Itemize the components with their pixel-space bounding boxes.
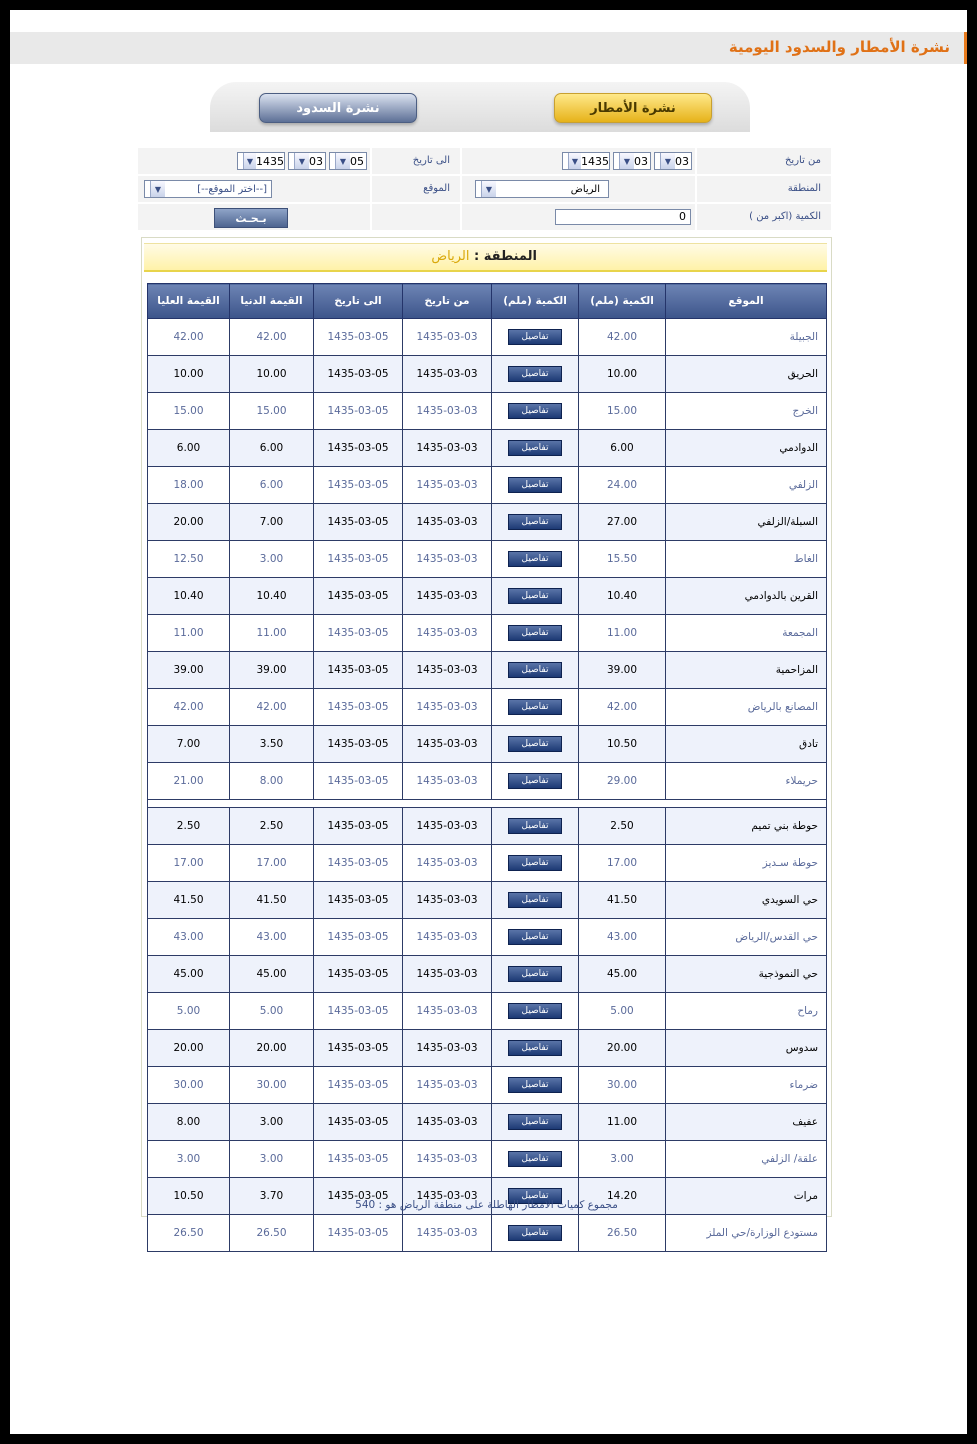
amount-cell: 42.00 xyxy=(579,689,666,726)
amount-cell: 45.00 xyxy=(579,956,666,993)
min-cell: 42.00 xyxy=(230,689,314,726)
max-cell: 18.00 xyxy=(148,467,230,504)
min-cell: 30.00 xyxy=(230,1067,314,1104)
form-row-region xyxy=(138,176,833,202)
amount-cell: 2.50 xyxy=(579,808,666,845)
to-date-cell: 1435-03-05 xyxy=(314,845,403,882)
max-cell: 26.50 xyxy=(148,1215,230,1252)
site-cell: حريملاء xyxy=(666,763,827,800)
page-frame xyxy=(10,10,967,1434)
details-button[interactable]: تفاصيل xyxy=(508,892,562,908)
max-cell: 20.00 xyxy=(148,1030,230,1067)
amount-cell: 15.00 xyxy=(579,393,666,430)
site-cell: المزاحمية xyxy=(666,652,827,689)
from-date-cell: 1435-03-03 xyxy=(403,615,492,652)
table-row xyxy=(148,467,827,504)
max-cell: 10.50 xyxy=(148,1178,230,1215)
to-date-cell: 1435-03-05 xyxy=(314,652,403,689)
details-button[interactable]: تفاصيل xyxy=(508,736,562,752)
site-cell: الحريق xyxy=(666,356,827,393)
amount-cell: 27.00 xyxy=(579,504,666,541)
min-cell: 6.00 xyxy=(230,467,314,504)
details-cell xyxy=(492,541,579,578)
col-details: الكمية (ملم) xyxy=(492,284,579,319)
from-date-cell: 1435-03-03 xyxy=(403,1067,492,1104)
details-cell xyxy=(492,1030,579,1067)
to-date-cell: 1435-03-05 xyxy=(314,1178,403,1215)
to-month-select[interactable]: ▼ 03 xyxy=(288,152,326,170)
details-button[interactable]: تفاصيل xyxy=(508,514,562,530)
to-date-cell: 1435-03-05 xyxy=(314,504,403,541)
total-rainfall-text: مجموع كميات الامطار الهاطلة على منطقة الرياض هو : 540 xyxy=(355,1199,618,1211)
details-cell xyxy=(492,882,579,919)
to-date-cell: 1435-03-05 xyxy=(314,1104,403,1141)
to-date-cell: 1435-03-05 xyxy=(314,356,403,393)
details-button[interactable]: تفاصيل xyxy=(508,625,562,641)
min-cell: 6.00 xyxy=(230,430,314,467)
chevron-down-icon: ▼ xyxy=(294,153,309,169)
amount-cell: 11.00 xyxy=(579,615,666,652)
table-row xyxy=(148,1215,827,1252)
max-cell: 2.50 xyxy=(148,808,230,845)
max-cell: 17.00 xyxy=(148,845,230,882)
page-title: نشرة الأمطار والسدود اليومية xyxy=(728,38,950,56)
max-cell: 8.00 xyxy=(148,1104,230,1141)
details-button[interactable]: تفاصيل xyxy=(508,329,562,345)
to-date-cell: 1435-03-05 xyxy=(314,1067,403,1104)
site-cell: علقة/ الزلفي xyxy=(666,1141,827,1178)
amount-cell: 30.00 xyxy=(579,1067,666,1104)
details-button[interactable]: تفاصيل xyxy=(508,440,562,456)
amount-cell: 11.00 xyxy=(579,1104,666,1141)
table-row xyxy=(148,615,827,652)
site-cell: القرين بالدوادمي xyxy=(666,578,827,615)
site-cell: مستودع الوزارة/حي الملز xyxy=(666,1215,827,1252)
details-button[interactable]: تفاصيل xyxy=(508,551,562,567)
site-cell: مرات xyxy=(666,1178,827,1215)
details-cell xyxy=(492,1067,579,1104)
region-select[interactable]: ▼ الرياض xyxy=(475,180,609,198)
from-date-cell: 1435-03-03 xyxy=(403,956,492,993)
site-cell: السبلة/الزلفي xyxy=(666,504,827,541)
site-cell: الجبيلة xyxy=(666,319,827,356)
to-date-cell: 1435-03-05 xyxy=(314,541,403,578)
to-date-cell: 1435-03-05 xyxy=(314,319,403,356)
amount-cell: 3.00 xyxy=(579,1141,666,1178)
details-cell xyxy=(492,845,579,882)
site-label: الموقع xyxy=(423,183,450,194)
to-date-cell: 1435-03-05 xyxy=(314,467,403,504)
from-day-select[interactable]: ▼ 03 xyxy=(654,152,692,170)
max-cell: 45.00 xyxy=(148,956,230,993)
max-cell: 42.00 xyxy=(148,689,230,726)
to-date-cell: 1435-03-05 xyxy=(314,763,403,800)
details-button[interactable]: تفاصيل xyxy=(508,855,562,871)
to-date-label: الى تاريخ xyxy=(412,155,450,166)
min-cell: 3.50 xyxy=(230,726,314,763)
site-cell: عفيف xyxy=(666,1104,827,1141)
min-cell: 43.00 xyxy=(230,919,314,956)
min-cell: 3.00 xyxy=(230,1141,314,1178)
site-cell: الدوادمي xyxy=(666,430,827,467)
min-cell: 3.00 xyxy=(230,541,314,578)
amount-cell: 29.00 xyxy=(579,763,666,800)
min-cell: 10.00 xyxy=(230,356,314,393)
min-cell: 2.50 xyxy=(230,808,314,845)
site-cell: الغاط xyxy=(666,541,827,578)
table-row xyxy=(148,845,827,882)
chevron-down-icon: ▼ xyxy=(568,153,581,169)
details-cell xyxy=(492,467,579,504)
amount-cell: 10.50 xyxy=(579,726,666,763)
min-cell: 3.00 xyxy=(230,1104,314,1141)
amount-cell: 15.50 xyxy=(579,541,666,578)
amount-input[interactable]: 0 xyxy=(555,209,691,225)
chevron-down-icon: ▼ xyxy=(619,153,634,169)
results-panel xyxy=(141,237,832,1239)
table-row xyxy=(148,1030,827,1067)
from-date-cell: 1435-03-03 xyxy=(403,689,492,726)
to-date-cell: 1435-03-05 xyxy=(314,393,403,430)
from-date-cell: 1435-03-03 xyxy=(403,763,492,800)
max-cell: 10.40 xyxy=(148,578,230,615)
site-cell: حي النموذجية xyxy=(666,956,827,993)
details-cell xyxy=(492,1215,579,1252)
from-date-cell: 1435-03-03 xyxy=(403,578,492,615)
amount-cell: 10.40 xyxy=(579,578,666,615)
to-year-select[interactable]: ▼ 1435 xyxy=(237,152,285,170)
site-cell: حي السويدي xyxy=(666,882,827,919)
to-date-cell: 1435-03-05 xyxy=(314,919,403,956)
to-date-cell: 1435-03-05 xyxy=(314,882,403,919)
form-row-dates xyxy=(138,148,833,174)
region-name: الرياض xyxy=(431,249,470,264)
site-cell: سدوس xyxy=(666,1030,827,1067)
amount-cell: 24.00 xyxy=(579,467,666,504)
details-button[interactable]: تفاصيل xyxy=(508,477,562,493)
search-form xyxy=(138,148,833,232)
min-cell: 8.00 xyxy=(230,763,314,800)
details-button[interactable]: تفاصيل xyxy=(508,1040,562,1056)
to-date-cell: 1435-03-05 xyxy=(314,993,403,1030)
col-min: القيمة الدنيا xyxy=(230,284,314,319)
region-bar xyxy=(144,243,827,272)
max-cell: 42.00 xyxy=(148,319,230,356)
table-row xyxy=(148,763,827,800)
chevron-down-icon: ▼ xyxy=(481,181,496,197)
chevron-down-icon: ▼ xyxy=(150,181,165,197)
amount-cell: 5.00 xyxy=(579,993,666,1030)
chevron-down-icon: ▼ xyxy=(660,153,675,169)
details-cell xyxy=(492,319,579,356)
from-date-cell: 1435-03-03 xyxy=(403,393,492,430)
min-cell: 45.00 xyxy=(230,956,314,993)
details-button[interactable]: تفاصيل xyxy=(508,1151,562,1167)
min-cell: 5.00 xyxy=(230,993,314,1030)
max-cell: 11.00 xyxy=(148,615,230,652)
search-button[interactable]: بـحـث xyxy=(214,208,288,228)
details-button[interactable]: تفاصيل xyxy=(508,929,562,945)
max-cell: 5.00 xyxy=(148,993,230,1030)
details-button[interactable]: تفاصيل xyxy=(508,818,562,834)
details-cell xyxy=(492,1104,579,1141)
from-date-cell: 1435-03-03 xyxy=(403,356,492,393)
max-cell: 6.00 xyxy=(148,430,230,467)
details-cell xyxy=(492,919,579,956)
from-date-cell: 1435-03-03 xyxy=(403,652,492,689)
site-cell: حوطة سـديز xyxy=(666,845,827,882)
max-cell: 10.00 xyxy=(148,356,230,393)
details-button[interactable]: تفاصيل xyxy=(508,1114,562,1130)
from-date-cell: 1435-03-03 xyxy=(403,541,492,578)
details-cell xyxy=(492,393,579,430)
details-button[interactable]: تفاصيل xyxy=(508,1188,562,1204)
min-cell: 26.50 xyxy=(230,1215,314,1252)
table-row xyxy=(148,956,827,993)
amount-cell: 17.00 xyxy=(579,845,666,882)
from-date-label: من تاريخ xyxy=(784,155,821,166)
table-row xyxy=(148,808,827,845)
details-cell xyxy=(492,956,579,993)
max-cell: 30.00 xyxy=(148,1067,230,1104)
details-cell xyxy=(492,356,579,393)
details-cell xyxy=(492,993,579,1030)
site-cell: تادق xyxy=(666,726,827,763)
region-prefix: المنطقة : xyxy=(474,249,537,264)
table-row xyxy=(148,356,827,393)
from-year-select[interactable]: ▼ 1435 xyxy=(562,152,610,170)
col-site: الموقع xyxy=(666,284,827,319)
table-row xyxy=(148,541,827,578)
table-row xyxy=(148,882,827,919)
table-row xyxy=(148,1067,827,1104)
details-cell xyxy=(492,430,579,467)
from-date-cell: 1435-03-03 xyxy=(403,882,492,919)
to-day-select[interactable]: ▼ 05 xyxy=(329,152,367,170)
min-cell: 41.50 xyxy=(230,882,314,919)
site-cell: حي القدس/الرياض xyxy=(666,919,827,956)
col-to-date: الى تاريخ xyxy=(314,284,403,319)
from-date-cell: 1435-03-03 xyxy=(403,467,492,504)
details-cell xyxy=(492,1141,579,1178)
to-date-cell: 1435-03-05 xyxy=(314,615,403,652)
amount-cell: 42.00 xyxy=(579,319,666,356)
min-cell: 17.00 xyxy=(230,845,314,882)
page-header xyxy=(10,32,967,64)
min-cell: 39.00 xyxy=(230,652,314,689)
to-date-cell: 1435-03-05 xyxy=(314,956,403,993)
to-date-cell: 1435-03-05 xyxy=(314,1215,403,1252)
table-row xyxy=(148,504,827,541)
table-row xyxy=(148,319,827,356)
table-row xyxy=(148,993,827,1030)
details-button[interactable]: تفاصيل xyxy=(508,1225,562,1241)
max-cell: 39.00 xyxy=(148,652,230,689)
site-cell: الزلفي xyxy=(666,467,827,504)
max-cell: 43.00 xyxy=(148,919,230,956)
max-cell: 12.50 xyxy=(148,541,230,578)
details-cell xyxy=(492,652,579,689)
table-row xyxy=(148,689,827,726)
max-cell: 15.00 xyxy=(148,393,230,430)
amount-cell: 39.00 xyxy=(579,652,666,689)
from-date-cell: 1435-03-03 xyxy=(403,1178,492,1215)
max-cell: 41.50 xyxy=(148,882,230,919)
details-cell xyxy=(492,615,579,652)
from-date-cell: 1435-03-03 xyxy=(403,726,492,763)
details-cell xyxy=(492,726,579,763)
details-button[interactable]: تفاصيل xyxy=(508,403,562,419)
from-date-cell: 1435-03-03 xyxy=(403,845,492,882)
amount-label: الكمية (اكبر من ) xyxy=(749,211,821,222)
to-date-cell: 1435-03-05 xyxy=(314,430,403,467)
from-date-cell: 1435-03-03 xyxy=(403,504,492,541)
col-from-date: من تاريخ xyxy=(403,284,492,319)
min-cell: 7.00 xyxy=(230,504,314,541)
details-button[interactable]: تفاصيل xyxy=(508,1003,562,1019)
table-row xyxy=(148,393,827,430)
min-cell: 10.40 xyxy=(230,578,314,615)
site-cell: حوطة بني تميم xyxy=(666,808,827,845)
tab-bar xyxy=(210,82,750,132)
from-date-cell: 1435-03-03 xyxy=(403,430,492,467)
table-header-row xyxy=(148,284,827,319)
table-gap xyxy=(148,800,827,808)
site-cell: رماح xyxy=(666,993,827,1030)
details-cell xyxy=(492,689,579,726)
from-date-cell: 1435-03-03 xyxy=(403,1215,492,1252)
details-button[interactable]: تفاصيل xyxy=(508,662,562,678)
amount-cell: 43.00 xyxy=(579,919,666,956)
site-select[interactable]: ▼ [--اختر الموقع--] xyxy=(144,180,272,198)
amount-cell: 41.50 xyxy=(579,882,666,919)
details-button[interactable]: تفاصيل xyxy=(508,699,562,715)
site-cell: المجمعة xyxy=(666,615,827,652)
amount-cell: 20.00 xyxy=(579,1030,666,1067)
site-cell: الخرج xyxy=(666,393,827,430)
min-cell: 11.00 xyxy=(230,615,314,652)
details-cell xyxy=(492,808,579,845)
to-date-cell: 1435-03-05 xyxy=(314,1141,403,1178)
col-amount: الكمية (ملم) xyxy=(579,284,666,319)
to-date-cell: 1435-03-05 xyxy=(314,1030,403,1067)
to-date-cell: 1435-03-05 xyxy=(314,578,403,615)
max-cell: 20.00 xyxy=(148,504,230,541)
table-row xyxy=(148,430,827,467)
from-date-cell: 1435-03-03 xyxy=(403,1104,492,1141)
chevron-down-icon: ▼ xyxy=(243,153,256,169)
details-cell xyxy=(492,763,579,800)
tab-rain-bulletin[interactable]: نشرة الأمطار xyxy=(554,93,712,123)
max-cell: 21.00 xyxy=(148,763,230,800)
min-cell: 42.00 xyxy=(230,319,314,356)
from-month-select[interactable]: ▼ 03 xyxy=(613,152,651,170)
from-date-cell: 1435-03-03 xyxy=(403,993,492,1030)
from-date-cell: 1435-03-03 xyxy=(403,319,492,356)
details-button[interactable]: تفاصيل xyxy=(508,773,562,789)
amount-cell: 26.50 xyxy=(579,1215,666,1252)
table-row xyxy=(148,726,827,763)
table-row xyxy=(148,1104,827,1141)
site-cell: المصانع بالرياض xyxy=(666,689,827,726)
amount-cell: 6.00 xyxy=(579,430,666,467)
max-cell: 7.00 xyxy=(148,726,230,763)
site-cell: ضرماء xyxy=(666,1067,827,1104)
details-cell xyxy=(492,504,579,541)
max-cell: 3.00 xyxy=(148,1141,230,1178)
to-date-cell: 1435-03-05 xyxy=(314,726,403,763)
chevron-down-icon: ▼ xyxy=(335,153,350,169)
details-button[interactable]: تفاصيل xyxy=(508,366,562,382)
col-max: القيمة العليا xyxy=(148,284,230,319)
table-row xyxy=(148,578,827,615)
form-row-amount xyxy=(138,204,833,230)
amount-cell: 10.00 xyxy=(579,356,666,393)
from-date-cell: 1435-03-03 xyxy=(403,919,492,956)
details-button[interactable]: تفاصيل xyxy=(508,1077,562,1093)
tab-dams-bulletin[interactable]: نشرة السدود xyxy=(259,93,417,123)
to-date-cell: 1435-03-05 xyxy=(314,689,403,726)
to-date-cell: 1435-03-05 xyxy=(314,808,403,845)
from-date-cell: 1435-03-03 xyxy=(403,808,492,845)
from-date-cell: 1435-03-03 xyxy=(403,1030,492,1067)
min-cell: 15.00 xyxy=(230,393,314,430)
details-button[interactable]: تفاصيل xyxy=(508,966,562,982)
min-cell: 20.00 xyxy=(230,1030,314,1067)
table-row xyxy=(148,1141,827,1178)
table-row xyxy=(148,919,827,956)
rainfall-table xyxy=(147,283,827,1252)
from-date-cell: 1435-03-03 xyxy=(403,1141,492,1178)
table-row xyxy=(148,652,827,689)
min-cell: 3.70 xyxy=(230,1178,314,1215)
amount-cell: 14.20 xyxy=(579,1178,666,1215)
details-cell xyxy=(492,578,579,615)
details-button[interactable]: تفاصيل xyxy=(508,588,562,604)
region-label: المنطقة xyxy=(787,183,821,194)
